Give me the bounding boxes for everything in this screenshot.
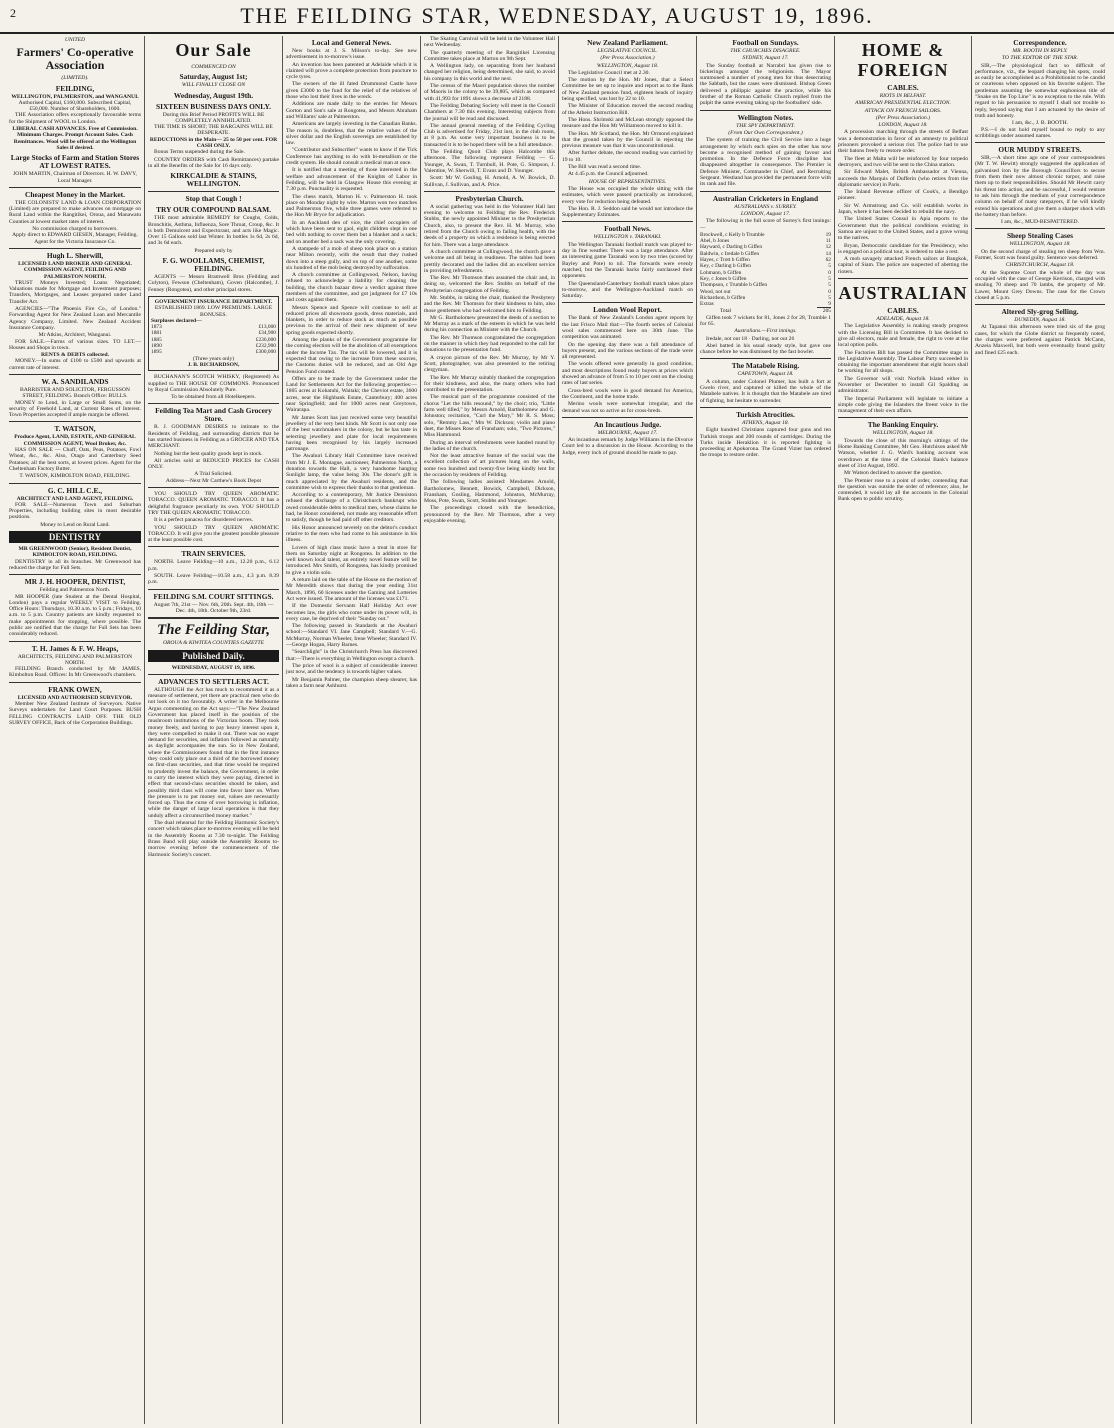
- home-para: Sir W. Armstrong and Co. will establish works in Japan, where it has been decided to rebuild the navy.: [838, 202, 968, 216]
- dual-rehearsal: The dual rehearsal for the Feilding Harmonic Society's concert which takes place to-morrow evening will be held in the Assembly Rooms at 7.30 to-night. The Feilding Brass Band will play outside the Assembly Rooms to-morrow evening before the commencement of the Harmonic Society's concert.: [148, 820, 279, 858]
- booth-ps: P.S.—I do not hold myself bound to reply to any scribblings under assumed names.: [975, 126, 1105, 139]
- turkish-heading: Turkish Atrocities.: [736, 409, 795, 419]
- skating-para: The quarterly meeting of the Rangitikei Licensing Committee takes place at Marton on 9th Sept.: [424, 49, 555, 62]
- presby-para: During an interval refreshments were handed round by the ladies of the church.: [424, 439, 555, 452]
- column-3: [282, 36, 420, 1424]
- local-para: Mr James Scott has just received some very beautiful jewellery of the very best kinds. Mr Scott is not only one of the best watchmakers in the colony, but he has taste in selecting jewellery and plate for local requirements having been recognised by his largely increased patronage.: [286, 414, 417, 453]
- sydney-date: SYDNEY, August 17.: [742, 55, 789, 62]
- balsam-agents: AGENTS — Messrs Bramwell Bros (Feilding and Colyton), Fewson (Cheltenham), Goven (Halcombe), J. Fenney (Rongotea), and other principal stores.: [148, 274, 279, 293]
- hooper-place: Feilding and Palmerston North.: [39, 587, 111, 594]
- rents: RENTS & DEBTS collected.: [40, 352, 110, 359]
- compound-balsam: TRY OUR COMPOUND BALSAM.: [156, 205, 271, 215]
- hill-body: FOR SALE—Numerous Town and Suburban Properties, including building sites in most desirable positions.: [9, 501, 141, 521]
- council-para: The Legislative Council met at 2.30.: [568, 69, 650, 76]
- sale-close: WILL FINALLY CLOSE ON: [181, 82, 246, 89]
- column-8: [971, 36, 1108, 1424]
- lend-body: MONEY to Lend, in Large or Small Sums, on the security of Freehold Land, at Current Rates of Interest. Town Properties accepted if ample margin be offered.: [9, 399, 141, 419]
- local-para: Offers are to be made by the Government under the Land for Settlements Act for the following properties:—1805 acres at Kohatuhi, Waitaki; the Cheviot estate, 3600 acres, near the Highbank Estate, Canterbury; 400 acres near Springfield; and for 1000 acres near Greytown, Wairarapa.: [286, 375, 417, 414]
- star-subtitle: OROUA & KIWITEA COUNTIES GAZETTE: [162, 640, 265, 647]
- own-correspondent: (From Our Own Correspondent.): [728, 129, 803, 136]
- presby-para: Mr G. Bartholomew presented the deeds of a section to Mr Murray as a mark of the esteem in which he was held during his connection as Minister with the Church.: [424, 314, 555, 334]
- london-date: LONDON, August 17.: [740, 210, 791, 217]
- presby-para: The Rev. Mr Thomson congratulated the congregation on the manner in which they had responded to the call for donations to the presentation fund.: [424, 334, 555, 354]
- kirkcaldie: KIRKCALDIE & STAINS, WELLINGTON.: [170, 171, 257, 189]
- local-para: A stampede of a mob of sheep took place on a station near Milton recently, with the result that they rushed down into a steep gully, and on top of one another, some six hundred of the mob being destroyed by suffocation.: [286, 245, 417, 271]
- scorecard: [700, 232, 831, 315]
- govt-est: ESTABLISHED 1869. LOW PREMIUMS. LARGE BONUSES.: [154, 305, 273, 318]
- surplus-year: 1873: [151, 324, 162, 331]
- society-place: FEILDING,: [55, 83, 95, 93]
- home-para: Bryan, Democratic candidate for the Presidency, who is engaged on a political tour, is ordered to take a rest.: [838, 242, 968, 255]
- wellington-date: WELLINGTON, August 18.: [596, 62, 659, 69]
- local-para: If the Domestic Servants Half Holiday Act ever becomes law, the girls who come under its power will, in every case, be deprived of their "Sunday out.": [286, 603, 417, 622]
- batsman: Key, c Jones b Giffen: [700, 275, 747, 282]
- runs: 11: [825, 238, 831, 245]
- watson-address: T. WATSON, KIMBOLTON ROAD, FEILDING.: [19, 473, 131, 480]
- skating-para: The Skating Carnival will be held in the Volunteer Hall next Wednesday.: [424, 36, 555, 49]
- muddy-body: SIR,—A short time ago one of your correspondents (Mr T. W. Hewitt) strongly suggested the application of galvanised iron by the Borough Councillors to secure from them their now almost chronic torpor, and raise them up to their responsibilities. Should Mr Hewitt carry his threat into action, and be successful, I would venture to ask him through the medium of your correspondence column on behalf of many ratepayers, if he will kindly extend his operations and give them a sharper shock with the battery than before.: [975, 155, 1105, 218]
- govt-insurance-box: [148, 296, 279, 371]
- hill-money: Money to Lend on Rural Land.: [40, 521, 110, 528]
- local-para: Mr Benjamin Palmer, the champion sheep shearer, has taken a farm near Ashhurst.: [286, 676, 417, 689]
- sheep-stealing-heading: Sheep Stealing Cases: [1006, 231, 1074, 241]
- court-sittings: FEILDING S.M. COURT SITTINGS.: [153, 591, 274, 601]
- batsman: Richardson, b Giffen: [700, 294, 746, 301]
- aus-para: The Imperial Parliament will legislate to initiate a simple code giving the Islanders the freest voice in the management of their own affairs.: [838, 395, 968, 415]
- presby-para: A crayon picture of the Rev. Mr Murray, by Mr Y. Scott, photographer, was also presented to the retiring clergyman.: [424, 354, 555, 374]
- booth-body: SIR,—The physiological fact so difficult of performance, viz., the leopard changing his spots, could as easily be accomplished as a Prohibitionist to be candid or courteous when opposed on his favorite subject. The gentleman assuming the somewhat euphonious title of "Snake on the Top Line" is no exception to the rule. With regard to his persuasion to myself I shall not trouble to reply, beyond saying that I am actuated by the desire of truth and honesty.: [975, 62, 1105, 119]
- hill-title: ARCHITECT AND LAND AGENT, FEILDING.: [16, 495, 134, 502]
- presby-para: A social gathering was held in the Volunteer Hall last evening to welcome to Feilding the Rev. Frederick Stubbs, the newly appointed Minister to the Presbyterian Church, also, to present the Rev. H. M. Murray, who retired from the Church owing to failing health, with the deeds of a property on which a residence is being erected for him. There was a large attendance.: [424, 203, 555, 248]
- cricket-heading: Australian Cricketers in England: [712, 193, 819, 203]
- council-para: The Hons. Shrimski and McLean strongly opposed the measure and the Hon Mr Williamson moved to kill it.: [562, 116, 693, 130]
- sale-end-date: Wednesday, August 19th.: [173, 90, 254, 100]
- skating-para: Scott: Mr W. Gosling, H. Arnold, A. W. Bowick, D. Sullivan, J. Sullivan, and A. Price.: [424, 175, 555, 188]
- goodman: R. J. GOODMAN DESIRES to intimate to the Residents of Feilding, and surrounding districts that he has started business in Feilding as a GROCER AND TEA MERCHANT.: [148, 424, 279, 450]
- runs: 0: [828, 269, 831, 276]
- sundays-body: The Sunday football at Narrabri has given rise to bickerings amongst the religionists. The Mayor summoned a number of young men for thus desecrating the Sabbath, but the cases were dismissed. Bishop Green delivered a philippic against the practice, while his brother of the Roman Catholic Church replied from the pulpit the same evening taking up the footballers' side.: [700, 62, 831, 107]
- turkish-body: Eight hundred Christians captured four guns and ten Turkish troops and 200 rounds of cartridges. During the Turks inside Heraklion it is reported fighting is proceeding at Apokorona. The Grand Vizier has ordered the troops to restore order.: [700, 427, 831, 459]
- large-stocks: Large Stocks of Farm and Station Stores AT LOWEST RATES.: [10, 153, 140, 171]
- mud-signed: I am, &c., MUD-BESPATTERED.: [1001, 219, 1079, 226]
- local-para: His Honor announced severely on the debtor's conduct relative to the men who had come to his assistance in his illness.: [286, 524, 417, 544]
- local-para: The Awahuri Library Hall Committee have received from Mr J. E. Montague, auctioneer, Palmerston North, a donation towards the Hall, a very handsome hanging Sunlight lamp, the value being 30s. The donor's gift is much appreciated by the Awahuri residents, and the committee wish to express their thanks to that gentleman.: [286, 453, 417, 491]
- muddy-streets-heading: OUR MUDDY STREETS.: [998, 145, 1082, 155]
- page-number: 2: [10, 6, 16, 20]
- atkins: Mr Atkins, Architect, Wanganui.: [38, 332, 112, 339]
- sheep-body: On the second charge of stealing ten sheep from Wm. Farmer, Scott was found guilty. Sentence was deferred.: [975, 248, 1105, 262]
- local-para: Lovers of high class music have a treat in store for them on Saturday night at Rongotea. In addition to the well known local talent, an entirely novel feature will be introduced. Mrs Smith, of Rongotea, has kindly promised to give a violin solo.: [286, 544, 417, 576]
- stop-cough: Stop that Cough !: [185, 194, 242, 204]
- advances-body: ALTHOUGH the Act has much to recommend it as a measure of settlement, yet there are practical men who do not look on it too favourably. A writer in the Melbourne Argus commenting on the Act says:—"The New Zealand Government has placed itself in the position of the mushroom institutions of the Victorian boom. They took money freely, and having to pay heavy interest upon it, they were compelled to make it out. There was no eager demand for securities, and inflation followed as naturally as daylight accompanies the sun. So in New Zealand, where the Commissioners found that in the first instance they could only place out a third of the borrowed money on first-class securities, and that time would be required to prudently invest the balance, the Government, in order to carry the interest which they were paying, directed in effect that second-class securities should be taken, and possibly third class will come into favor later on. When the pressure is to put money out, values are necessarily forced up. Thus the curse of over borrowing is inflation, while the danger of large local operations is that they unduly affect a circumscribed money market.": [148, 686, 279, 819]
- local-para: The price of wool is a subject of considerable interest just now, and the tendency is towards higher values.: [286, 662, 417, 676]
- three-years: (Three years only): [192, 355, 235, 362]
- skating-para: The Feilding Quoit Club plays Halcombe this afternoon. The following represent Feilding — G. Younger, A. Swan, T. Turnbull, H. Pote, G. Simpson, J. Valentine, W. Sherwill, T. Evans and D. Younger.: [424, 149, 555, 174]
- giffen: Giffen took 7 wickets for 81, Jones 2 for 28, Trumble 1 for 65.: [700, 314, 831, 327]
- local-para: New books at J. S. Milson's to-day. See new advertisement in to-morrow's issue.: [286, 48, 417, 61]
- home-para: A mob savagely attacked French sailors at Bangkok, capital of Siam. The police are suspected of abetting the rioters.: [838, 256, 968, 275]
- london-date-7: LONDON, August 18.: [878, 122, 928, 129]
- house-heading: HOUSE OF REPRESENTATIVES.: [588, 178, 667, 185]
- presbyterian-heading: Presbyterian Church.: [455, 193, 524, 203]
- presby-para: The proceedings closed with the benediction, pronounced by the Rev. Mr Thomson, after a very enjoyable evening.: [424, 505, 555, 525]
- presby-para: Mr. Stubbs, in taking the chair, thanked the Presbytery and the Rev. Mr Thomson for their kindness to him, also those gentlemen who had welcomed him to Feilding.: [424, 294, 555, 314]
- presby-para: The Rev. Mr Thomson then assumed the chair and, in doing so, welcomed the Rev. Stubbs on behalf of the Presbyterian congregation of Feilding.: [424, 275, 555, 294]
- notes-body: The system of training the Civil Service into a huge arrangement by which each spies on the other has now become a recognised method of gaining favour and promotion. In the Defence Force discipline has disappeared altogether in consequence. The Premier is Defence Minister, Commander in Chief, and Recruiting Sergeant. Westland has provided the permanent force with its rank and file.: [700, 137, 831, 188]
- score-total-row: [700, 308, 831, 315]
- presby-para: The following ladies assisted: Mesdames Arnold, Bartholomew, Bennett, Bowick, Campbell, Dickson, Fransham, Gosling, Hammond, Johnston, McMurray, Moss, Pote, Swan, Scott, Stubbs and Younger.: [424, 479, 555, 505]
- local-para: "Contributor and Subscriber" wants to know if the Tick Conference has anything to do with bi-metallism or the credit system. He should consult a medical man at once.: [286, 147, 417, 167]
- train-services: TRAIN SERVICES.: [181, 549, 246, 559]
- apply-direct: Apply direct to EDWARD GIESEN, Manager, Feilding.: [12, 232, 138, 239]
- column-6: [696, 36, 834, 1424]
- local-para: Additions are made daily to the entries for Messrs Gorton and Son's sale at Rongotea, and Messrs Abraham and Williams' sale at Palmerston.: [286, 101, 417, 120]
- surplus-table: [151, 324, 276, 355]
- owen-title: LICENSED AND AUTHORISED SURVEYOR.: [17, 694, 133, 701]
- correspondence-heading: Correspondence.: [1013, 38, 1067, 47]
- booth-reply: MR. BOOTH IN REPLY.: [1012, 48, 1068, 54]
- queen-tobacco: YOU SHOULD TRY QUEEN AROMATIC TOBACCO. QUEEN AROMATIC TOBACCO. It has a delightful fragrance peculiarly its own. YOU SHOULD TRY THE QUEEN AROMATIC TOBACCO.: [148, 491, 279, 516]
- bonus: Bonus Terms suspended during the Sale.: [154, 149, 245, 156]
- council-para: After further debate, the second reading was carried by 19 to 10.: [562, 150, 693, 163]
- chairman: JOHN MARTIN, Chairman of Directors. H. W. DAVY, Local Manager.: [13, 171, 137, 184]
- cricket-body: Abel batted in his usual steady style, but gave one chance before he was dismissed by the fast bowler.: [700, 342, 831, 356]
- hotels: To be obtained from all Hotelkeepers.: [171, 394, 256, 401]
- skating-para: A Wellington lady, on separating from her husband changed her religion, being determined, she said, to avoid his company in this world and the next.: [424, 63, 555, 82]
- home-para: The Inland Revenue officer of Cook's, a Bendigo pioneer.: [838, 189, 968, 202]
- surplus-amount: £232,900: [255, 343, 276, 350]
- column-1: [6, 36, 144, 1424]
- incautious-judge-heading: An Incautious Judge.: [593, 419, 662, 429]
- wool-para: On the opening day there was a full attendance of buyers present, and the various sections of the trade were all represented.: [562, 341, 693, 361]
- christchurch-date: CHRISTCHURCH, August 18.: [1005, 262, 1075, 269]
- greenwood-name: MR GREENWOOD (Senior), Resident Dentist, KIMBOLTON ROAD, FEILDING.: [18, 546, 132, 559]
- heaps-name: T. H. James & F. W. Heaps,: [31, 643, 119, 653]
- grog-body: At Tapanui this afternoon were tried six of the grog cases, for which the Globe district so frequently noted, the charges were preferred against Patrick McCann, Anzeia Maxwell, but both were eventually found guilty and fined £25 each.: [975, 324, 1105, 356]
- runs: 12: [825, 244, 831, 251]
- reductions: REDUCTIONS in the Main— 25 to 50 per cent. FOR CASH ONLY.: [149, 136, 278, 150]
- batsman: Baldwin, c Iredale b Giffen: [700, 250, 760, 257]
- total-runs: 205: [817, 308, 831, 315]
- runs: 14: [825, 250, 831, 257]
- heaps-title: ARCHITECTS, FEILDING AND PALMERSTON NORTH.: [17, 653, 133, 666]
- sixteen-days: SIXTEEN BUSINESS DAYS ONLY.: [155, 101, 272, 111]
- legislative-council: LEGISLATIVE COUNCIL.: [597, 48, 658, 54]
- no-commission: No commission charged to borrowers.: [32, 226, 118, 233]
- liberal-advances: LIBERAL CASH ADVANCES. Free of Commission. Minimum Charges. Prompt Account Sales. Cash Remittances. Wool will be offered at the Wellington Sales if desired.: [12, 126, 138, 151]
- spy-department: THE SPY DEPARTMENT.: [736, 122, 795, 129]
- council-para: The motion by the Hon. Mr Jones, that a Select Committee be set up to inquire and report as to the Bank of New Zealand pension fund, eighteen heads of inquiry being specified, was lost by 22 to 10.: [562, 77, 693, 103]
- balsam-body: THE most admirable REMEDY for Coughs, Colds, Bronchitis, Asthma, Influenza, Sore Throat, Croup, &c. It is both Demulcent and Expectorant, and acts like Magic. Over 15 Gallons sold last Winter. In bottles 1s 6d, 2s 6d, and 3s 6d each.: [148, 215, 279, 247]
- capetown-date: CAPETOWN, August 18.: [737, 371, 794, 378]
- total-label: Total: [720, 308, 731, 315]
- cricket-intro: The following is the full score of Surrey's first innings:—: [700, 218, 831, 231]
- skating-para: The Feilding Debating Society will meet in the Council Chambers at 7.30 this evening. Interesting subjects from the journal will be read and discussed.: [424, 102, 555, 122]
- skating-para: The annual general meeting of the Feilding Cycling Club is advertised for Friday, 21st inst, in the club room, at 8 p.m. As some very important business is to be transacted it is to be hoped there will be a full attendance.: [424, 122, 555, 148]
- wool-para: Cross-bred wools were in good demand for America, the Continent, and the home trade.: [562, 387, 693, 400]
- sly-grog-heading: Altered Sly-grog Selling.: [1001, 307, 1079, 317]
- column-7: [834, 36, 971, 1424]
- batsman: Thompson, c Trumble b Giffen: [700, 282, 768, 289]
- batsman: Brockwell, c Kelly b Trumble: [700, 231, 765, 238]
- buchanan: BUCHANAN'S SCOTCH WHISKY, (Registered) As supplied to THE HOUSE OF COMMONS. Pronounced by Royal Commission Absolutely Pure.: [148, 374, 279, 393]
- banking-heading: The Banking Enquiry.: [867, 420, 939, 430]
- local-para: Americans are largely investing in the Canadian Banks. The reason is, doubtless, that the relative values of the silver dollar and the English sovereign are established by law.: [286, 121, 417, 147]
- column-2: [144, 36, 282, 1424]
- issue-date: WEDNESDAY, AUGUST 19, 1896.: [171, 664, 256, 671]
- watson-body: HAS ON SALE — Chaff, Oats, Peas, Potatoes, Fowl Wheat, &c., &c. Also, Otago and Canterbury Seed Potatoes; all the best sorts, at lowest prices. Agent for the Cheltenham Factory Butter.: [9, 447, 141, 472]
- batsman: Wood, not out: [700, 288, 731, 295]
- owen-body: Member New Zealand Institute of Surveyors. Native Surveys undertaken for Land Court Purposes. BUSH FELLING CONTRACTS LAID OFF. THE OLD SURVEY OFFICE, Back of the Corporation Buildings.: [9, 701, 141, 726]
- home-para: Sir Edward Malet, British Ambassador at Vienna, succeeds the Marquis of Dufferin (who retires from the diplomatic service) in Paris.: [838, 169, 968, 188]
- local-news-heading: Local and General News.: [311, 38, 392, 47]
- aus-surrey: AUSTRALIANS v. SURREY.: [734, 203, 797, 210]
- govt-insurance: GOVERNMENT INSURANCE DEPARTMENT.: [154, 298, 273, 305]
- society-tag: UNITED: [64, 37, 86, 43]
- banking-para: Mr Watson declined to answer the question.: [844, 470, 943, 477]
- wellington-notes-heading: Wellington Notes.: [737, 112, 794, 122]
- batting: Iredale, not out 18 · Darling, not out 26: [706, 335, 795, 342]
- feilding-star-logo: The Feilding Star,: [157, 622, 270, 639]
- advances-heading: ADVANCES TO SETTLERS ACT.: [158, 676, 269, 686]
- presby-para: The musical part of the programme consisted of the chorus "Let the hills resound," by the choir; trio, "Little farm well tilled," by Messrs Arnold, Bartholomew and G. Johnston; recitation, "Curl the Mary," Mr R. S. Moss; solo, "Remmy Lass," Mrs W. Dickson; violin and piano duet, the Misses Rose of Fransham; solo, "Two Pictures," Miss Hammond.: [424, 394, 555, 439]
- local-para: An invention has been patented at Adelaide which it is claimed will prove a complete protection from puncture to cycle tyres.: [286, 61, 417, 81]
- our-sale: Our Sale: [175, 40, 252, 60]
- surplus-amount: £34,900: [258, 330, 276, 337]
- local-para: The owners of the ill fated Drummond Castle have given £3000 to the fund for the relief of the relatives of those who lost their lives in the wreck.: [286, 81, 417, 101]
- local-para: In an Auckland den of vice, the chief occupiers of which have been sent to gaol, eight children slept in one bed with nothing to cover them but a blanket and a sack; and on another bed a sack was the only covering.: [286, 219, 417, 245]
- newspaper-title: THE FEILDING STAR, WEDNESDAY, AUGUST 19, 1896.: [240, 3, 874, 28]
- home-foreign-heading: HOME & FOREIGN: [857, 40, 949, 80]
- panacea: It is a perfect panacea for disordered nerves.: [154, 517, 254, 524]
- nz-parliament-heading: New Zealand Parliament.: [587, 38, 668, 47]
- banking-para: The Premier rose to a point of order, contending that the question was outside the order of reference; also, he contended, it would lay all the accounts in the Colonial Bank open to public scrutiny.: [838, 477, 968, 503]
- football-para: The Wellington Taranaki football match was played to-day in fine weather. There was a large attendance. After an interesting game Taranaki won by two tries (scored by Bayley and Pote) to nil. The forwards were evenly matched, but the Taranaki backs fairly outclassed their opponents.: [562, 241, 693, 280]
- agencies: AGENCIES—"The Phoenix Fire Co., of London." Forwarding Agent for New Zealand Loan and Mercantile Agency Company, Limited. New Zealand Accident Insurance Company.: [9, 306, 141, 331]
- runs: 19: [825, 231, 831, 238]
- wool-report-heading: London Wool Report.: [593, 305, 662, 315]
- council-para: The Minister of Education moved the second reading of the Atheist Instruction Bill.: [562, 103, 693, 116]
- society-towns: WELLINGTON, PALMERSTON, and WANGANUI.: [11, 93, 139, 100]
- surplus-label: Surpluses declared—: [151, 317, 202, 324]
- runs: 9: [828, 301, 831, 308]
- train-north: NORTH. Leave Feilding—10 a.m., 12.20 p.m., 6.12 p.m.: [148, 559, 279, 572]
- sherwill-title: LICENSED LAND BROKER AND GENERAL COMMISSION AGENT, FEILDING AND PALMERSTON NORTH.: [18, 260, 132, 280]
- runs: 0: [828, 288, 831, 295]
- address: Address—Next Mr Carthew's Book Depot: [165, 477, 262, 484]
- home-para: The United States Consul in Apia reports to the Government that the political conditions existing in Samoa are unjust to the United States, and a grave wrong to the natives.: [838, 216, 968, 242]
- for-sale: FOR SALE.—Farms of various sizes. TO LET.—Houses and Shops in town.: [9, 338, 141, 351]
- society-capital: Authorised Capital, £160,000. Subscribed Capital, £50,000. Number of Shareholders, 1600.: [18, 99, 132, 113]
- sherwill-name: Hugh L. Sherwill,: [46, 250, 104, 260]
- wool-para: The wools offered were generally in good condition, and most descriptions found ready buyers at prices which showed an advance of from 5 to 10 per cent on the closing rates of last series.: [562, 361, 693, 387]
- surplus-amount: £300,000: [255, 349, 276, 356]
- victoria-agent: Agent for the Victoria Insurance Co.: [34, 238, 116, 245]
- cheapest-money: Cheapest Money in the Market.: [25, 189, 125, 199]
- churches-disagree: THE CHURCHES DISAGREE.: [730, 48, 801, 54]
- society-name: Farmers' Co-operative Association: [16, 45, 134, 73]
- sheep-place: WELLINGTON, August 18.: [1009, 241, 1071, 248]
- surplus-amount: £13,000: [258, 324, 276, 331]
- runs: 5: [828, 263, 831, 270]
- local-para: The following passed in Standards at the Awahuri school:—Standard VI. Jane Campbell; Standard V.—G. McMurray, Norman Wheeler, Irene Wheeler; Standard IV.—George Hogan, Harry Barnes.: [286, 623, 417, 649]
- time-short: THE TIME IS SHORT; THE BARGAINS WILL BE DESPERATE.: [154, 124, 273, 137]
- house-para: The House was occupied the whole sitting with the estimates, which were passed practically as introduced, every vote for reduction being defeated.: [562, 185, 693, 205]
- batsman: Abel, b Jones: [700, 238, 730, 245]
- banking-para: Towards the close of this morning's sittings of the Home Banking Committee, Mr Geo. Hutchison asked Mr Watson, whether J. G. Ward's banking account was overdrawn at the time of the Colonial Bank's balance sheet of 31st August, 1892.: [838, 437, 968, 469]
- press-association-7: (Per Press Association.): [875, 114, 931, 121]
- house-para: The Hon. R. J. Seddon said he would not introduce the Supplementary Estimates.: [562, 205, 693, 219]
- hooper-body: MR HOOPER (late Student at the Dental Hospital, London) pays a regular WEEKLY VISIT to Feilding. Office Hours: Thursdays, 10.30 a.m. to 5 p.m.; Fridays, 10 a.m. to 5 p.m. Country patients are kindly requested to make appointments for stopping, where possible. The public are notified that the charge for Full Sets has been considerably reduced.: [9, 593, 141, 638]
- dunedin-date: DUNEDIN, August 18.: [1014, 317, 1066, 324]
- football-sundays-heading: Football on Sundays.: [732, 38, 799, 47]
- press-association: (Per Press Association.): [600, 55, 655, 62]
- columns: [6, 36, 1108, 1424]
- society-body: THE Association offers exceptionally favourable terms for the Shipment of WOOL to London.: [9, 112, 141, 125]
- home-para: A procession marching through the streets of Belfast was a demonstration in favor of an amnesty to political prisoners provoked a serious riot. The police had to use their batons freely to restore order.: [838, 129, 968, 155]
- batsman: Key, c Darling b Giffen: [700, 263, 751, 270]
- home-para: The fleet at Malta will be reinforced by four torpedo destroyers, and two will be sent to the China station.: [838, 155, 968, 168]
- adelaide-date: ADELAIDE, August 18.: [876, 316, 930, 323]
- surplus-year: 1895: [151, 349, 162, 356]
- trial: A Trial Solicited.: [194, 471, 233, 478]
- presby-para: A church committee at Collingwood, the church gave a welcome and all being in readiness. The tables had been prettily decorated and the ladies did an excellent service in providing refreshments.: [424, 248, 555, 274]
- council-para: At 4.45 p.m. the Council adjourned.: [568, 171, 649, 178]
- sandilands-title: BARRISTER AND SOLICITOR, FERGUSSON STREET, FEILDING. Branch Office: BULLS.: [20, 386, 130, 400]
- greenwood-body: DENTISTRY in all its branches. Mr Greenwood has reduced the charge for Full Sets.: [9, 558, 141, 571]
- local-para: According to a contemporary, Mr Justice Denniston refused the discharge of a Christchurch bankrupt who owed considerable debts to medical men, whose claims he had, he Honor considered, not made any reasonable effort to satisfy, though he had paid off other creditors.: [286, 492, 417, 524]
- christchurch-body: At the Supreme Court the whole of the day was occupied with the case of George Kerrison, charged with stealing 70 sheep and 70 lambs, the property of Mr. Lawer, Mount Grey Downs. The case for the Crown closed at 5 p.m.: [975, 269, 1105, 301]
- best-quality: Nothing but the best quality goods kept in stock.: [154, 450, 263, 457]
- judge-place: MELBOURNE, August 17.: [597, 429, 658, 436]
- booth-signed: I am, &c., J. B. BOOTH.: [1011, 120, 1069, 127]
- published-daily: Published Daily.: [148, 650, 279, 662]
- aus-para: The Factories Bill has passed the Committee stage in the Legislative Assembly. The Labour Party succeeded in obtaining the important amendment that eight hours shall be working for all shops.: [838, 349, 968, 375]
- american-election: AMERICAN PRESIDENTIAL ELECTION.: [855, 100, 951, 107]
- watson-title: Produce Agent, LAND, ESTATE, AND GENERAL COMMISSION AGENT, Wool Broker, &c.: [14, 434, 136, 447]
- trust-body: TRUST Moneys Invested; Loans Negotiated; Valuations made for Mortgage and Investment purposes; Transfers, Mortgages, and Leases prepared under Land Transfer Act.: [9, 279, 141, 305]
- athens-date: ATHENS, August 18.: [742, 419, 789, 426]
- column-5: [558, 36, 696, 1424]
- local-para: Messrs Spence and Spence will continue to sell at reduced prices all showroom goods, dress materials, and blankets, in order to reduce stock as much as possible previous to the arrival of their new shipment of new spring goods expected shortly.: [286, 304, 417, 336]
- local-para: It is notified that a meeting of those interested in the welfare and advancement of the Knights of Labor in Feilding, will be held in Glasgow House this evening at 7.30 p.m. Punctuality is requested.: [286, 167, 417, 193]
- prepared-by: Prepared only by: [194, 247, 233, 254]
- wool-para: The Bank of New Zealand's London agent reports by the last Frisco Mail that:—The fourth series of Colonial wool sales commenced here on 30th June. The competition was animated.: [562, 315, 693, 341]
- court-dates: August 7th, 21st — Nov. 6th, 20th. Sept. 4th, 18th — Dec. 4th, 18th. October 9th, 23rd.: [153, 601, 274, 614]
- football-heading: Football News.: [604, 224, 651, 234]
- richardson: J. B. RICHARDSON,: [187, 361, 240, 368]
- local-para: "Searchlight" in the Christchurch Press has discovered that:—There is everything in Wellington except a church.: [286, 649, 417, 662]
- batsman: Extras: [700, 301, 714, 308]
- australian-heading: AUSTRALIAN: [838, 283, 968, 304]
- batsman: Hayes, c Trott b Giffen: [700, 257, 750, 264]
- presby-para: Not the least attractive feature of the social was the excellent collection of art pictures hung on the walls, some two hundred and twenty-five being kindly lent for the occasion by residents of Feilding.: [424, 453, 555, 478]
- country-orders: COUNTRY ORDERS with Cash Remittances) partake in all the Benefits of the Sale for 16 days only.: [148, 156, 279, 169]
- attack-french-sailors: ATTACK ON FRENCH SAILORS.: [864, 107, 942, 114]
- masthead: [0, 0, 1114, 34]
- aus-para: The Governor will visit Norfolk Island either in November or December to install Gil Spalding as administrator.: [838, 375, 968, 395]
- sale-commenced: COMMENCED ON: [191, 64, 236, 70]
- matabele-heading: The Matabele Rising.: [731, 361, 800, 371]
- runs: 5: [828, 294, 831, 301]
- score-row: [700, 301, 831, 308]
- surplus-year: 1881: [151, 330, 162, 337]
- heaps-body: FEILDING Branch conducted by Mr JAMES, Kimbolton Road. Offices: In Mr Greenwood's chambers.: [9, 666, 141, 679]
- cables-sub: CABLES.: [887, 83, 919, 92]
- presby-para: The Rev. Mr Murray suitably thanked the congregation for their kindness, and also, the many others who had contributed to the presentation.: [424, 374, 555, 394]
- column-4: [420, 36, 558, 1424]
- judge-body: An incautious remark by Judge Williams in the Divorce Court led to a discussion in the House. According to the Judge, every inch of ground should be made to pay.: [562, 437, 693, 456]
- football-sub: WELLINGTON v. TARANAKI.: [593, 234, 662, 241]
- queen-tobacco-2: YOU SHOULD TRY QUEEN AROMATIC TOBACCO. It will give you the greatest possible pleasure at the least possible cost.: [148, 524, 279, 544]
- to-editor: TO THE EDITOR OF THE STAR.: [1001, 55, 1079, 62]
- council-para: The Hon. Mr Scotland, the Hon. Mr Ormond explained that the ground taken by the Council in rejecting the previous measure was that it was unconstitutional.: [562, 130, 693, 150]
- runs: 62: [825, 257, 831, 264]
- profits: During this Brief Period PROFITS WILL BE COMPLETELY ANNIHILATED.: [162, 111, 265, 124]
- local-para: The chess match, Marton H. v. Palmerston H. took place on Monday night by wire. Marton won two matches and Palmerston five, while three games were referred to the Hon Mr Bryce for adjudication.: [286, 193, 417, 219]
- sale-start-date: Saturday, August 1st;: [179, 72, 248, 82]
- runs: 5: [828, 282, 831, 289]
- hooper-name: MR J. H. HOOPER, DENTIST,: [24, 577, 126, 587]
- surplus-year: 1890: [151, 343, 162, 350]
- batsman: Lohmann, b Giffen: [700, 269, 742, 276]
- local-para: Among the planks of the Government programme for the coming election will be the abolition of all exemptions under the Income Tax. The tax will be lowered, and it is expected that owing to the increase from these sources, the Customs duties will be reduced, and an Old Age Pension Fund created.: [286, 337, 417, 375]
- surplus-amount: £236,000: [255, 336, 276, 343]
- feilding-tea-mart: Feilding Tea Mart and Cash Grocery Store.: [155, 406, 272, 424]
- aus-para: The Legislative Assembly is making steady progress with the Licensing Bill in Committee. It has decided to give all electors, male and female, the right to vote at the local option polls.: [838, 323, 968, 349]
- matabele-body: A column, under Colonel Plumer, has built a fort at Gwelo river, and captured or killed the whole of the Matabele natives. It is thought that the Matabele are tired of fighting, but hesitate to surrender.: [700, 378, 831, 404]
- local-para: A return laid on the table of the House on the motion of Mr Meredith shows that during the year ending 31st March, 1896, 60 licenses under the Gaming and Lotteries Act were issued. The amount of the licenses was £171.: [286, 577, 417, 602]
- owen-name: FRANK OWEN,: [48, 684, 102, 694]
- second-innings: Australians.—First innings.: [734, 328, 797, 335]
- skating-para: The census of the Maori population shows the number of Maoris in the colony to be 39,805, which as compared with 41,993 for 1891 shows a decrease of 2188.: [424, 83, 555, 102]
- wellington-18: WELLINGTON, August 18.: [872, 430, 934, 437]
- money-sums: MONEY.—In sums of £100 to £500 and upwards at current rate of interest.: [9, 358, 141, 371]
- colonists-body: THE COLONISTS' LAND & LOAN CORPORATION (Limited) are prepared to make advances on mortgage on Rural Land within the Rangitikei, Oroua, and Manawatu Counties at lowest market rates of interest.: [9, 199, 141, 225]
- aus-cables-sub: CABLES.: [887, 306, 919, 316]
- watson-name: T. WATSON,: [54, 424, 96, 434]
- dentistry-banner: DENTISTRY: [9, 531, 141, 543]
- football-para: The Queensland-Canterbury football match takes place to-morrow, and the Wellington-Auckland match on Saturday.: [562, 280, 693, 300]
- train-south: SOUTH. Leave Feilding—10.58 a.m., 4.3 p.m. 8.39 p.m.: [148, 573, 279, 586]
- woollams: F. G. WOOLLAMS, CHEMIST, FEILDING.: [162, 256, 265, 274]
- reduced-prices: All articles sold at REDUCED PRICES for CASH ONLY.: [148, 457, 279, 471]
- sandilands-name: W. A. SANDILANDS: [41, 376, 109, 386]
- local-para: A church committee at Collingwood, Nelson, having refused to acknowledge a liability for cleaning the building, the church bazaar drew a verdict against three members of the committee, and got judgment for £7 10s and costs against them.: [286, 272, 417, 304]
- hill-name: G. C. HILL C.E.,: [47, 485, 103, 495]
- runs: 5: [828, 275, 831, 282]
- riots-belfast: RIOTS IN BELFAST.: [879, 93, 927, 99]
- society-limited: (LIMITED).: [61, 75, 89, 82]
- council-para: The Bill was read a second time.: [568, 164, 642, 171]
- wool-para: Merino wools were somewhat irregular, and the demand was not so active as for cross-breds.: [562, 401, 693, 414]
- surplus-year: 1885: [151, 336, 162, 343]
- batsman: Hayward, c Darling b Giffen: [700, 244, 763, 251]
